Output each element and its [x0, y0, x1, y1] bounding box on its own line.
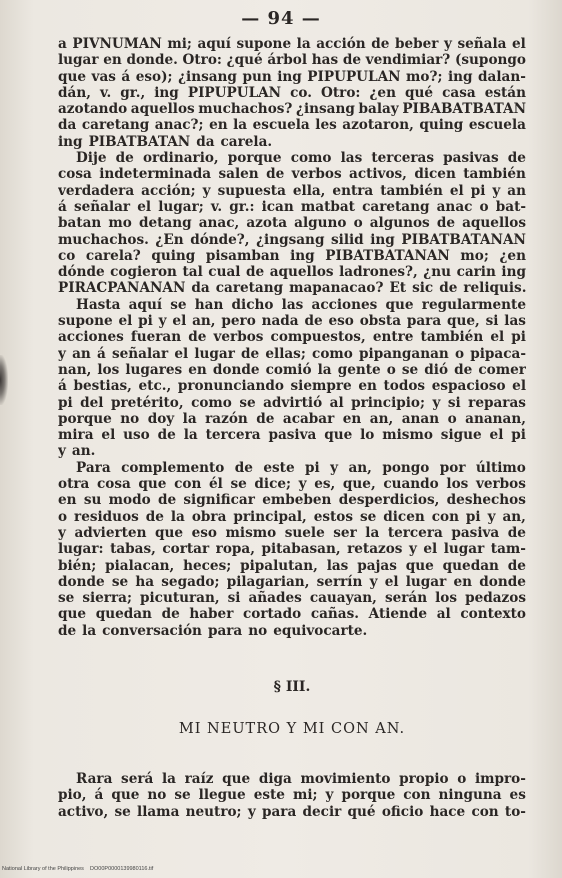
text-line: bién; pialacan, heces; pipalutan, las pajas que quedan de: [58, 557, 526, 574]
page-number: — 94 —: [241, 8, 321, 29]
text-line: ing PIBATBATAN da carela.: [58, 133, 273, 150]
text-line: Para complemento de este pi y an, pongo por último: [76, 459, 526, 476]
section-title: MI NEUTRO Y MI CON AN.: [178, 720, 406, 737]
text-line: y an á señalar el lugar de ellas; como pipanganan o pipaca-: [58, 345, 526, 362]
text-line: o residuos de la obra principal, estos se dicen con pi y an,: [58, 508, 526, 525]
scan-shadow: [0, 355, 8, 405]
text-line: cosa indeterminada salen de verbos activos, dicen también: [58, 166, 526, 183]
text-line: á bestias, etc., pronunciando siempre en todos espacioso el: [58, 378, 526, 395]
text-line: Rara será la raíz que diga movimiento propio o impro-: [76, 770, 526, 787]
text-line: Hasta aquí se han dicho las acciones que regularmente: [76, 296, 526, 313]
section-paragraph: [58, 771, 526, 820]
text-line: verdadera acción; y supuesta ella, entra también el pi y an: [58, 182, 526, 199]
text-line: á señalar el lugar; v. gr.: ican matbat caretang anac o bat-: [58, 198, 526, 215]
text-line: co carela? quing pisamban ing PIBATBATANAN mo; ¿en: [58, 247, 526, 264]
main-paragraphs: [58, 36, 526, 639]
text-line: lugar en donde. Otro: ¿qué árbol has de vendimiar? (supongo: [58, 52, 526, 69]
text-line: lugar: tabas, cortar ropa, pitabasan, retazos y el lugar tam-: [58, 541, 526, 558]
text-line: que vas á eso); ¿insang pun ing PIPUPULAN mo?; ing dalan-: [58, 68, 526, 85]
text-line: otra cosa que con él se dice; y es, que, cuando los verbos: [58, 476, 526, 493]
text-line: PIRACPANANAN da caretang mapanacao? Et sic de reliquis.: [58, 280, 526, 297]
text-line: pio, á que no se llegue este mi; y porque con ninguna es: [58, 787, 526, 804]
text-line: azotando aquellos muchachos? ¿insang balay PIBABATBATAN: [58, 101, 526, 118]
text-line: activo, se llama neutro; y para decir qué oficio hace con to-: [58, 803, 526, 820]
text-line: donde se ha segado; pilagarian, serrín y el lugar en donde: [58, 573, 526, 590]
text-line: que quedan de haber cortado cañas. Atiende al contexto: [58, 606, 526, 623]
text-line: mira el uso de la tercera pasiva que lo mismo sigue el pi: [58, 427, 526, 444]
text-line: en su modo de significar embeben desperdicios, deshechos: [58, 492, 526, 509]
section-number: § III.: [273, 678, 311, 695]
text-line: y advierten que eso mismo suele ser la tercera pasiva de: [58, 524, 526, 541]
text-line: dónde cogieron tal cual de aquellos ladrones?, ¿nu carin ing: [58, 264, 526, 281]
scan-footer: National Library of the Philippines DO00P0000139980116.tif: [2, 866, 154, 872]
text-line: pi del pretérito, como se advirtió al principio; y si reparas: [58, 394, 526, 411]
text-line: a PIVNUMAN mi; aquí supone la acción de beber y señala el: [58, 36, 526, 52]
text-line: de la conversación para no equivocarte.: [58, 622, 368, 639]
text-line: dán, v. gr., ing PIPUPULAN co. Otro: ¿en qué casa están: [58, 84, 526, 101]
text-line: supone el pi y el an, pero nada de eso obsta para que, si las: [58, 313, 526, 330]
text-line: nan, los lugares en donde comió la gente o se dió de comer: [58, 361, 526, 378]
text-line: porque no doy la razón de acabar en an, anan o ananan,: [58, 410, 526, 427]
text-line: acciones fueran de verbos compuestos, entre también el pi: [58, 329, 526, 346]
text-line: y an.: [58, 443, 96, 460]
body-text: [58, 36, 526, 820]
text-line: da caretang anac?; en la escuela les azotaron, quing escuela: [58, 117, 526, 134]
text-line: Dije de ordinario, porque como las terceras pasivas de: [76, 150, 526, 167]
text-line: se sierra; picuturan, si añades cauayan, serán los pedazos: [58, 590, 526, 607]
text-line: muchachos. ¿En dónde?, ¿ingsang silid ing PIBATBATANAN: [58, 231, 526, 248]
text-line: batan mo detang anac, azota alguno o algunos de aquellos: [58, 215, 526, 232]
